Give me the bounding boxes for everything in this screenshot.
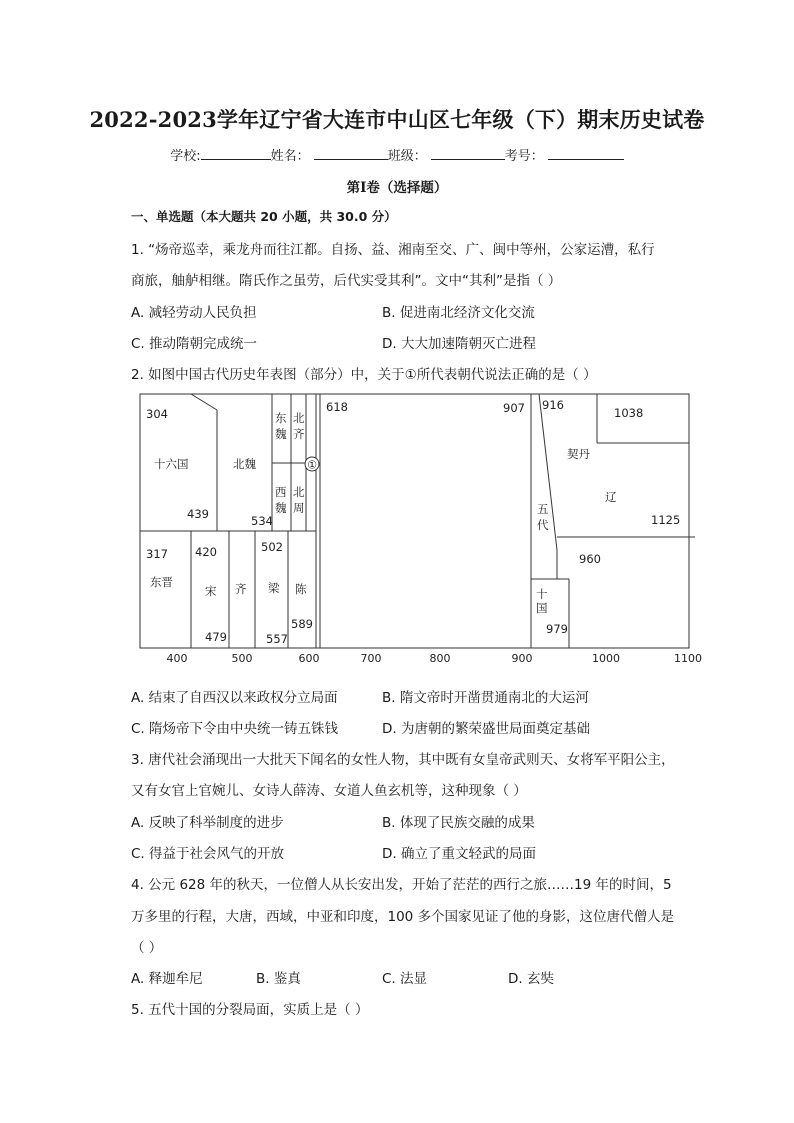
region-xiwei-1: 西: [275, 485, 287, 499]
q4-option-a[interactable]: A. 释迦牟尼: [131, 971, 203, 987]
circle-mark-label: ①: [307, 458, 317, 472]
region-qidan: 契丹: [567, 447, 590, 461]
section-title: 一、单选题（本大题共 20 小题，共 30.0 分）: [131, 209, 397, 224]
axis-tick-600: 600: [298, 652, 320, 665]
year-557: 557: [266, 632, 288, 646]
year-1125: 1125: [651, 513, 681, 527]
q4-option-d[interactable]: D. 玄奘: [508, 971, 554, 987]
q3-option-b[interactable]: B. 体现了民族交融的成果: [382, 815, 535, 831]
axis-tick-1000: 1000: [592, 652, 620, 665]
name-label: 姓名：: [270, 149, 310, 164]
q2-option-b[interactable]: B. 隋文帝时开凿贯通南北的大运河: [382, 690, 589, 706]
q1-line-2: 商旅，舳舻相继。隋氏作之虽劳，后代实受其利”。文中“其利”是指（ ）: [131, 273, 562, 289]
axis-tick-700: 700: [360, 652, 382, 665]
q1-option-d[interactable]: D. 大大加速隋朝灭亡进程: [382, 336, 536, 352]
q3-option-c[interactable]: C. 得益于社会风气的开放: [131, 846, 285, 862]
year-907: 907: [503, 401, 525, 415]
year-479: 479: [205, 630, 227, 644]
school-label: 学校:: [170, 149, 201, 164]
axis-tick-800: 800: [429, 652, 451, 665]
region-song: 宋: [205, 584, 217, 598]
region-beizhou-1: 北: [293, 485, 305, 499]
region-beiwei: 北魏: [233, 457, 256, 471]
axis-tick-500: 500: [231, 652, 253, 665]
q3-line-2: 又有女官上官婉儿、女诗人薛涛、女道人鱼玄机等，这种现象（ ）: [131, 783, 527, 799]
q4-option-b[interactable]: B. 鉴真: [256, 971, 301, 987]
q4-line-2: 万多里的行程，大唐，西域，中亚和印度，100 多个国家见证了他的身影，这位唐代僧人是: [131, 909, 675, 925]
region-liang: 梁: [268, 581, 280, 595]
year-1038: 1038: [614, 406, 644, 420]
region-shiliuguo: 十六国: [154, 457, 189, 471]
exam-number-label: 考号：: [504, 149, 544, 164]
region-qi: 齐: [235, 582, 247, 596]
year-317: 317: [146, 547, 168, 561]
year-502: 502: [261, 540, 283, 554]
year-439: 439: [187, 507, 209, 521]
year-618: 618: [326, 400, 348, 414]
region-chen: 陈: [295, 582, 307, 596]
region-shiguo-1: 十: [536, 587, 548, 601]
axis-tick-400: 400: [166, 652, 188, 665]
part-title: 第I卷（选择题）: [346, 180, 448, 196]
year-420: 420: [195, 545, 217, 559]
region-dongwei-2: 魏: [275, 427, 287, 441]
region-liao: 辽: [605, 490, 617, 504]
chart-frame: [140, 394, 689, 648]
region-dongwei-1: 东: [275, 411, 287, 425]
q3-line-1: 3. 唐代社会涌现出一大批天下闻名的女性人物，其中既有女皇帝武则天、女将军平阳公主，: [131, 752, 675, 768]
year-979: 979: [546, 622, 568, 636]
region-xiwei-2: 魏: [275, 501, 287, 515]
exam-title: 2022-2023学年辽宁省大连市中山区七年级（下）期末历史试卷: [89, 107, 705, 132]
region-dongjin: 东晋: [150, 575, 173, 589]
year-589: 589: [291, 617, 313, 631]
q1-option-a[interactable]: A. 减轻劳动人民负担: [131, 305, 257, 321]
region-beiqi-1: 北: [293, 411, 305, 425]
q2-option-d[interactable]: D. 为唐朝的繁荣盛世局面奠定基础: [382, 721, 590, 737]
class-label: 班级：: [387, 149, 427, 164]
q2-option-a[interactable]: A. 结束了自西汉以来政权分立局面: [131, 690, 338, 706]
q1-option-c[interactable]: C. 推动隋朝完成统一: [131, 336, 258, 352]
axis-tick-900: 900: [511, 652, 533, 665]
region-beizhou-2: 周: [293, 501, 305, 515]
q4-line-1: 4. 公元 628 年的秋天，一位僧人从长安出发，开始了茫茫的西行之旅……19 年的时间，5: [131, 877, 672, 893]
year-534: 534: [251, 514, 273, 528]
q2-line-1: 2. 如图中国古代历史年表图（部分）中，关于①所代表朝代说法正确的是（ ）: [131, 367, 597, 383]
q1-option-b[interactable]: B. 促进南北经济文化交流: [382, 305, 535, 321]
q3-option-a[interactable]: A. 反映了科举制度的进步: [131, 815, 284, 831]
q4-line-3: （ ）: [131, 940, 163, 956]
q4-option-c[interactable]: C. 法显: [382, 971, 428, 987]
region-beiqi-2: 齐: [293, 427, 305, 441]
year-304: 304: [146, 407, 168, 421]
year-960: 960: [579, 552, 601, 566]
q1-line-1: 1. “炀帝巡幸，乘龙舟而往江都。自扬、益、湘南至交、广、闽中等州，公家运漕，私行: [131, 242, 655, 258]
q5-line-1: 5. 五代十国的分裂局面，实质上是（ ）: [131, 1002, 369, 1018]
region-wudai-2: 代: [537, 518, 549, 532]
q2-option-c[interactable]: C. 隋炀帝下令由中央统一铸五铢钱: [131, 721, 339, 737]
q3-option-d[interactable]: D. 确立了重文轻武的局面: [382, 846, 536, 862]
year-916: 916: [542, 398, 564, 412]
region-shiguo-2: 国: [536, 601, 548, 615]
axis-tick-1100: 1100: [674, 652, 702, 665]
region-wudai-1: 五: [537, 502, 549, 516]
